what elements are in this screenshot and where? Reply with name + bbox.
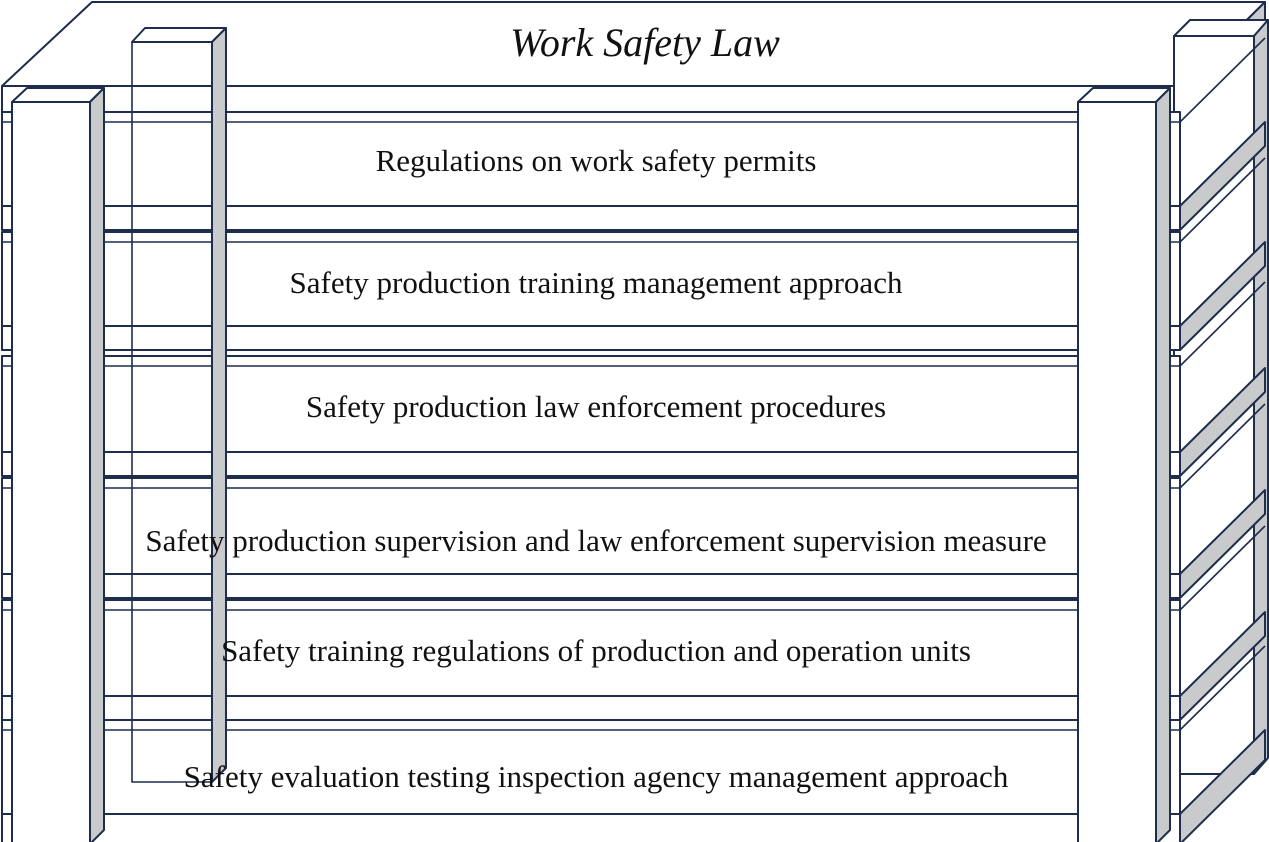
shelf-label: Regulations on work safety permits bbox=[375, 143, 817, 178]
shelf-label: Safety production training management approach bbox=[289, 265, 903, 300]
diagram-title: Work Safety Law bbox=[510, 20, 780, 65]
front-right-post-front bbox=[1078, 102, 1156, 842]
front-left-post-side bbox=[90, 88, 104, 842]
top-board-front-edge bbox=[2, 86, 1180, 112]
shelf-label: Safety evaluation testing inspection agency management approach bbox=[183, 759, 1009, 794]
shelf-label: Safety production law enforcement procedures bbox=[305, 389, 887, 424]
shelf-front-edge bbox=[2, 452, 1180, 476]
base-front-edge bbox=[2, 814, 1180, 842]
shelf-label: Safety production supervision and law enforcement supervision measure bbox=[145, 523, 1047, 558]
back-left-post-top bbox=[132, 28, 226, 42]
front-left-post bbox=[12, 88, 104, 842]
shelf-front-edge bbox=[2, 326, 1180, 350]
shelf-front-edge bbox=[2, 206, 1180, 230]
front-right-post bbox=[1078, 88, 1170, 842]
front-right-post-top bbox=[1078, 88, 1170, 102]
shelf-label: Safety training regulations of production and operation units bbox=[221, 633, 971, 668]
back-right-post-top bbox=[1174, 20, 1268, 36]
back-left-post-side bbox=[212, 28, 226, 782]
front-left-post-top bbox=[12, 88, 104, 102]
shelf-front-edge bbox=[2, 574, 1180, 598]
shelf-front-edge bbox=[2, 696, 1180, 720]
front-right-post-side bbox=[1156, 88, 1170, 842]
front-left-post-front bbox=[12, 102, 90, 842]
